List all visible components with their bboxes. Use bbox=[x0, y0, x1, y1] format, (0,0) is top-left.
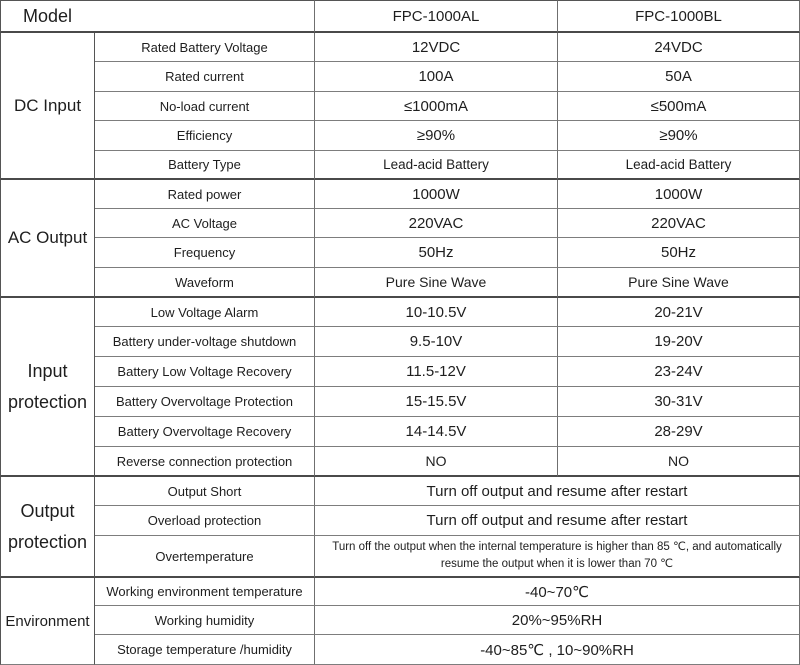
group-ac-output bbox=[0, 180, 95, 298]
param-rated-power: Rated power bbox=[95, 180, 315, 209]
value-fpc-1000bl: Pure Sine Wave bbox=[558, 268, 800, 298]
param-working-humidity: Working humidity bbox=[95, 606, 315, 635]
param-no-load-current: No-load current bbox=[95, 92, 315, 121]
value-both-models: -40~85℃ , 10~90%RH bbox=[315, 635, 800, 665]
value-fpc-1000bl: Lead-acid Battery bbox=[558, 151, 800, 180]
param-rated-current: Rated current bbox=[95, 62, 315, 92]
value-fpc-1000bl: NO bbox=[558, 447, 800, 477]
model-header-label: Model bbox=[0, 0, 315, 33]
group-label-line-1: Output bbox=[20, 500, 75, 521]
group-input-protection bbox=[0, 298, 95, 477]
group-output-protection bbox=[0, 477, 95, 578]
note-line-1: Turn off the output when the internal temperature is higher than 85 ℃, and automatically bbox=[332, 541, 782, 553]
value-fpc-1000bl: 24VDC bbox=[558, 33, 800, 62]
value-fpc-1000bl: 50Hz bbox=[558, 238, 800, 268]
param-working-environment-temperature: Working environment temperature bbox=[95, 578, 315, 606]
param-output-short: Output Short bbox=[95, 477, 315, 506]
value-both-models: Turn off output and resume after restart bbox=[315, 506, 800, 536]
group-label: DC Input bbox=[13, 95, 82, 115]
value-fpc-1000al: ≤1000mA bbox=[315, 92, 558, 121]
group-dc-input bbox=[0, 33, 95, 180]
value-fpc-1000bl: 20-21V bbox=[558, 298, 800, 327]
value-fpc-1000bl: 28-29V bbox=[558, 417, 800, 447]
value-fpc-1000al: 100A bbox=[315, 62, 558, 92]
group-label-line-2: protection bbox=[7, 391, 88, 412]
value-both-models: Turn off output and resume after restart bbox=[315, 477, 800, 506]
value-fpc-1000bl: 19-20V bbox=[558, 327, 800, 357]
value-fpc-1000al: 1000W bbox=[315, 180, 558, 209]
value-fpc-1000bl: 23-24V bbox=[558, 357, 800, 387]
value-both-models: 20%~95%RH bbox=[315, 606, 800, 635]
value-fpc-1000bl: 220VAC bbox=[558, 209, 800, 238]
param-frequency: Frequency bbox=[95, 238, 315, 268]
value-fpc-1000al: NO bbox=[315, 447, 558, 477]
group-label-line-1: Input bbox=[27, 360, 68, 381]
group-label: AC Output bbox=[7, 228, 88, 247]
param-storage-temperature-humidity: Storage temperature /humidity bbox=[95, 635, 315, 665]
value-both-models: -40~70℃ bbox=[315, 578, 800, 606]
note-line-2: resume the output when it is lower than 70 ℃ bbox=[440, 558, 674, 570]
value-fpc-1000bl: 1000W bbox=[558, 180, 800, 209]
param-ac-voltage: AC Voltage bbox=[95, 209, 315, 238]
param-efficiency: Efficiency bbox=[95, 121, 315, 151]
group-label-line-2: protection bbox=[7, 531, 88, 552]
param-reverse-connection-protection: Reverse connection protection bbox=[95, 447, 315, 477]
value-fpc-1000bl: 30-31V bbox=[558, 387, 800, 417]
value-fpc-1000al: Lead-acid Battery bbox=[315, 151, 558, 180]
group-environment bbox=[0, 578, 95, 665]
value-fpc-1000al: 11.5-12V bbox=[315, 357, 558, 387]
value-fpc-1000al: 12VDC bbox=[315, 33, 558, 62]
param-battery-type: Battery Type bbox=[95, 151, 315, 180]
value-fpc-1000al: Pure Sine Wave bbox=[315, 268, 558, 298]
param-battery-overvoltage-recovery: Battery Overvoltage Recovery bbox=[95, 417, 315, 447]
group-label: Environment bbox=[5, 612, 90, 630]
value-fpc-1000al: ≥90% bbox=[315, 121, 558, 151]
value-fpc-1000al: 50Hz bbox=[315, 238, 558, 268]
param-overload-protection: Overload protection bbox=[95, 506, 315, 536]
param-rated-battery-voltage: Rated Battery Voltage bbox=[95, 33, 315, 62]
param-overtemperature: Overtemperature bbox=[95, 536, 315, 578]
value-fpc-1000bl: ≥90% bbox=[558, 121, 800, 151]
param-waveform: Waveform bbox=[95, 268, 315, 298]
param-battery-overvoltage-protection: Battery Overvoltage Protection bbox=[95, 387, 315, 417]
param-low-voltage-alarm: Low Voltage Alarm bbox=[95, 298, 315, 327]
param-battery-low-voltage-recovery: Battery Low Voltage Recovery bbox=[95, 357, 315, 387]
model-name-fpc-1000bl: FPC-1000BL bbox=[558, 0, 800, 33]
value-fpc-1000al: 10-10.5V bbox=[315, 298, 558, 327]
value-fpc-1000bl: 50A bbox=[558, 62, 800, 92]
value-fpc-1000al: 220VAC bbox=[315, 209, 558, 238]
value-fpc-1000bl: ≤500mA bbox=[558, 92, 800, 121]
value-both-models-note bbox=[315, 536, 800, 578]
value-fpc-1000al: 9.5-10V bbox=[315, 327, 558, 357]
model-name-fpc-1000al: FPC-1000AL bbox=[315, 0, 558, 33]
value-fpc-1000al: 14-14.5V bbox=[315, 417, 558, 447]
param-battery-under-voltage-shutdown: Battery under-voltage shutdown bbox=[95, 327, 315, 357]
value-fpc-1000al: 15-15.5V bbox=[315, 387, 558, 417]
